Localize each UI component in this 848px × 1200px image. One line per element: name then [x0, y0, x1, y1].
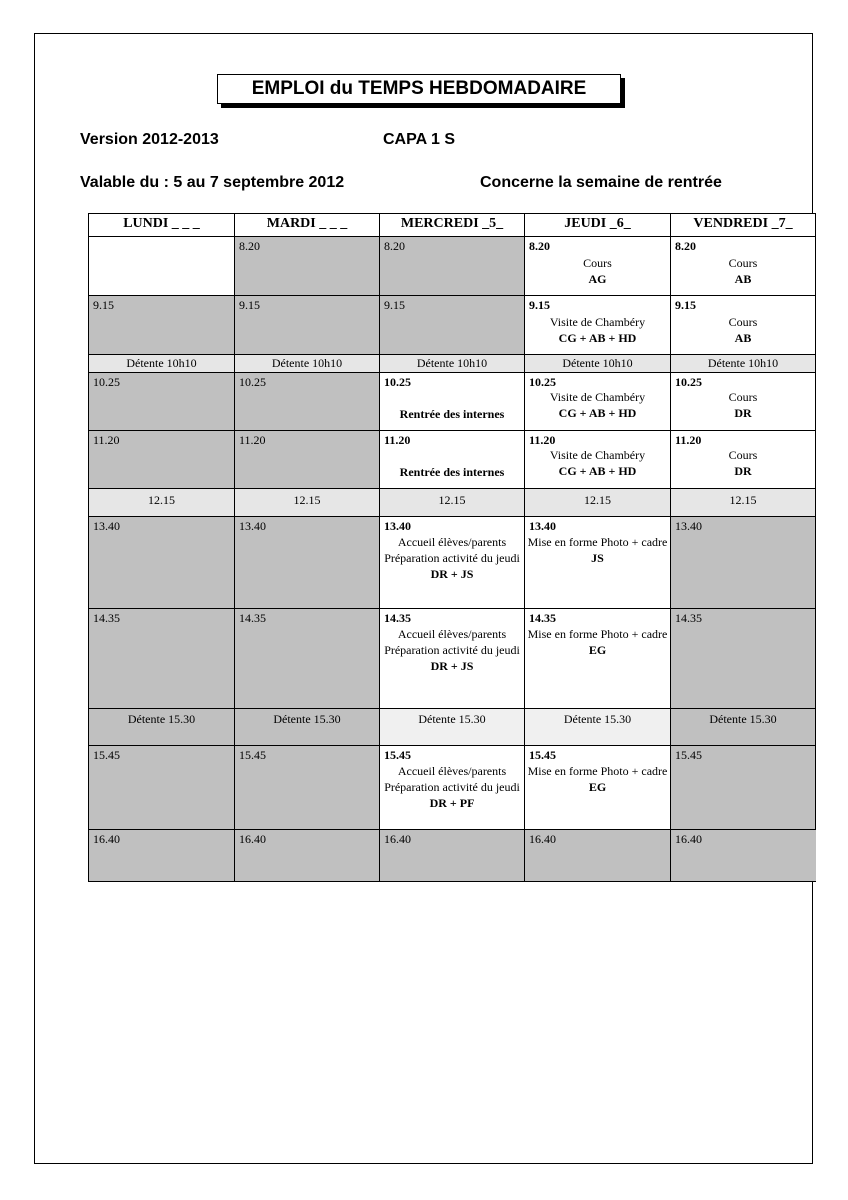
- time-label: 14.35: [529, 611, 556, 625]
- lunch-lundi: 12.15: [88, 488, 234, 516]
- slot-lundi-1435: [88, 608, 234, 708]
- slot-mercredi-915: [379, 295, 524, 354]
- slot-jeudi-820: [524, 236, 670, 295]
- slot-jeudi-1025: [524, 372, 670, 430]
- day-header-jeudi: JEUDI _6_: [524, 213, 670, 236]
- activity-label: Mise en forme Photo + cadre: [527, 627, 668, 641]
- day-header-mardi: MARDI _ _ _: [234, 213, 379, 236]
- slot-vendredi-915: [670, 295, 816, 354]
- course-label: Cours: [728, 448, 758, 462]
- activity-label: Accueil élèves/parents: [397, 764, 507, 778]
- day-header-vendredi: VENDREDI _7_: [670, 213, 816, 236]
- time-label: 10.25: [384, 375, 411, 389]
- course-label: Visite de Chambéry: [549, 390, 646, 404]
- time-label: 10.25: [93, 375, 120, 389]
- day-header-lundi: LUNDI _ _ _: [88, 213, 234, 236]
- time-label: 14.35: [93, 611, 120, 625]
- time-label: 13.40: [675, 519, 702, 533]
- slot-jeudi-915: [524, 295, 670, 354]
- break-mercredi-1010: Détente 10h10: [379, 354, 524, 372]
- slot-vendredi-1025: [670, 372, 816, 430]
- slot-mardi-1340: [234, 516, 379, 608]
- activity-label: Accueil élèves/parents: [397, 627, 507, 641]
- slot-vendredi-1640: [670, 829, 816, 882]
- slot-vendredi-1545: [670, 745, 816, 829]
- teacher-label: EG: [588, 780, 607, 794]
- slot-lundi-1120: [88, 430, 234, 488]
- slot-vendredi-1340: [670, 516, 816, 608]
- slot-mardi-1435: [234, 608, 379, 708]
- break-mardi-1010: Détente 10h10: [234, 354, 379, 372]
- break-jeudi-1010: Détente 10h10: [524, 354, 670, 372]
- slot-mardi-1120: [234, 430, 379, 488]
- slot-jeudi-1120: [524, 430, 670, 488]
- time-label: 8.20: [239, 239, 260, 253]
- break-jeudi-1530: Détente 15.30: [524, 708, 670, 745]
- time-label: 11.20: [239, 433, 266, 447]
- class-label: CAPA 1 S: [383, 131, 456, 148]
- slot-mardi-1640: [234, 829, 379, 882]
- activity-label: Accueil élèves/parents: [397, 535, 507, 549]
- course-label: Rentrée des internes: [399, 407, 505, 421]
- slot-lundi-915: [88, 296, 234, 354]
- course-label: Cours: [583, 256, 612, 270]
- teacher-label: DR + PF: [429, 796, 475, 810]
- break-mercredi-1530: Détente 15.30: [379, 708, 524, 745]
- break-lundi-1010: Détente 10h10: [88, 354, 234, 372]
- time-label: 15.45: [675, 748, 702, 762]
- slot-jeudi-1435: [524, 608, 670, 708]
- teacher-label: DR: [734, 464, 752, 478]
- teacher-label: AG: [588, 272, 607, 286]
- day-header-mercredi: MERCREDI _5_: [379, 213, 524, 236]
- validity-label: Valable du : 5 au 7 septembre 2012: [80, 174, 345, 191]
- slot-lundi-1340: [88, 516, 234, 608]
- time-label: 10.25: [529, 375, 556, 389]
- teacher-label: CG + AB + HD: [558, 464, 637, 478]
- slot-lundi-1025: [88, 372, 234, 430]
- slot-lundi-1545: [88, 745, 234, 829]
- lunch-mardi: 12.15: [234, 488, 379, 516]
- slot-vendredi-820: [670, 236, 816, 295]
- time-label: 16.40: [384, 832, 411, 846]
- time-label: 16.40: [239, 832, 266, 846]
- time-label: 8.20: [675, 239, 696, 253]
- time-label: 16.40: [675, 832, 702, 846]
- break-vendredi-1010: Détente 10h10: [670, 354, 816, 372]
- activity-label: Mise en forme Photo + cadre: [527, 764, 668, 778]
- teacher-label: CG + AB + HD: [558, 406, 637, 420]
- time-label: 13.40: [529, 519, 556, 533]
- course-label: Cours: [728, 256, 758, 270]
- time-label: 14.35: [384, 611, 411, 625]
- lunch-vendredi: 12.15: [670, 488, 816, 516]
- time-label: 13.40: [239, 519, 266, 533]
- time-label: 13.40: [384, 519, 411, 533]
- slot-jeudi-1640: [524, 829, 670, 882]
- slot-mercredi-1545: [379, 745, 524, 829]
- time-label: 9.15: [529, 298, 550, 312]
- time-label: 8.20: [384, 239, 405, 253]
- slot-mercredi-1340: [379, 516, 524, 608]
- teacher-label: DR + JS: [430, 659, 474, 673]
- slot-vendredi-1120: [670, 430, 816, 488]
- time-label: 11.20: [675, 433, 702, 447]
- slot-jeudi-1545: [524, 745, 670, 829]
- lunch-mercredi: 12.15: [379, 488, 524, 516]
- lunch-jeudi: 12.15: [524, 488, 670, 516]
- course-label: Visite de Chambéry: [549, 315, 646, 329]
- course-label: Cours: [728, 315, 758, 329]
- slot-mercredi-1435: [379, 608, 524, 708]
- time-label: 8.20: [529, 239, 550, 253]
- teacher-label: DR: [734, 406, 752, 420]
- slot-lundi-820: [88, 236, 234, 296]
- teacher-label: EG: [588, 643, 607, 657]
- time-label: 14.35: [239, 611, 266, 625]
- slot-mardi-820: [234, 236, 379, 295]
- version-label: Version 2012-2013: [80, 131, 219, 148]
- time-label: 9.15: [675, 298, 696, 312]
- time-label: 15.45: [239, 748, 266, 762]
- title-shadow: [221, 104, 625, 108]
- teacher-label: CG + AB + HD: [558, 331, 637, 345]
- time-label: 10.25: [675, 375, 702, 389]
- activity-label: Préparation activité du jeudi: [384, 780, 520, 794]
- slot-mercredi-1640: [379, 829, 524, 882]
- activity-label: Préparation activité du jeudi: [384, 551, 520, 565]
- time-label: 9.15: [93, 298, 114, 312]
- teacher-label: DR + JS: [430, 567, 474, 581]
- break-lundi-1530: Détente 15.30: [88, 708, 234, 745]
- slot-vendredi-1435: [670, 608, 816, 708]
- time-label: 10.25: [239, 375, 266, 389]
- activity-label: Mise en forme Photo + cadre: [527, 535, 668, 549]
- time-label: 11.20: [384, 433, 411, 447]
- break-mardi-1530: Détente 15.30: [234, 708, 379, 745]
- time-label: 11.20: [93, 433, 120, 447]
- break-vendredi-1530: Détente 15.30: [670, 708, 816, 745]
- slot-mardi-915: [234, 295, 379, 354]
- course-label: Rentrée des internes: [399, 465, 505, 479]
- time-label: 16.40: [529, 832, 556, 846]
- teacher-label: AB: [734, 272, 752, 286]
- slot-mardi-1025: [234, 372, 379, 430]
- time-label: 9.15: [239, 298, 260, 312]
- course-label: Cours: [728, 390, 758, 404]
- time-label: 15.45: [384, 748, 411, 762]
- course-label: Visite de Chambéry: [549, 448, 646, 462]
- time-label: 11.20: [529, 433, 556, 447]
- teacher-label: JS: [591, 551, 604, 565]
- concerns-label: Concerne la semaine de rentrée: [480, 174, 722, 191]
- slot-mercredi-1120: [379, 430, 524, 488]
- slot-mercredi-1025: [379, 372, 524, 430]
- time-label: 16.40: [93, 832, 120, 846]
- time-label: 15.45: [93, 748, 120, 762]
- slot-mardi-1545: [234, 745, 379, 829]
- time-label: 13.40: [93, 519, 120, 533]
- slot-mercredi-820: [379, 236, 524, 295]
- teacher-label: AB: [734, 331, 752, 345]
- slot-lundi-1640: [88, 829, 234, 882]
- page-title: EMPLOI du TEMPS HEBDOMADAIRE: [217, 74, 621, 104]
- activity-label: Préparation activité du jeudi: [384, 643, 520, 657]
- time-label: 15.45: [529, 748, 556, 762]
- time-label: 14.35: [675, 611, 702, 625]
- time-label: 9.15: [384, 298, 405, 312]
- slot-jeudi-1340: [524, 516, 670, 608]
